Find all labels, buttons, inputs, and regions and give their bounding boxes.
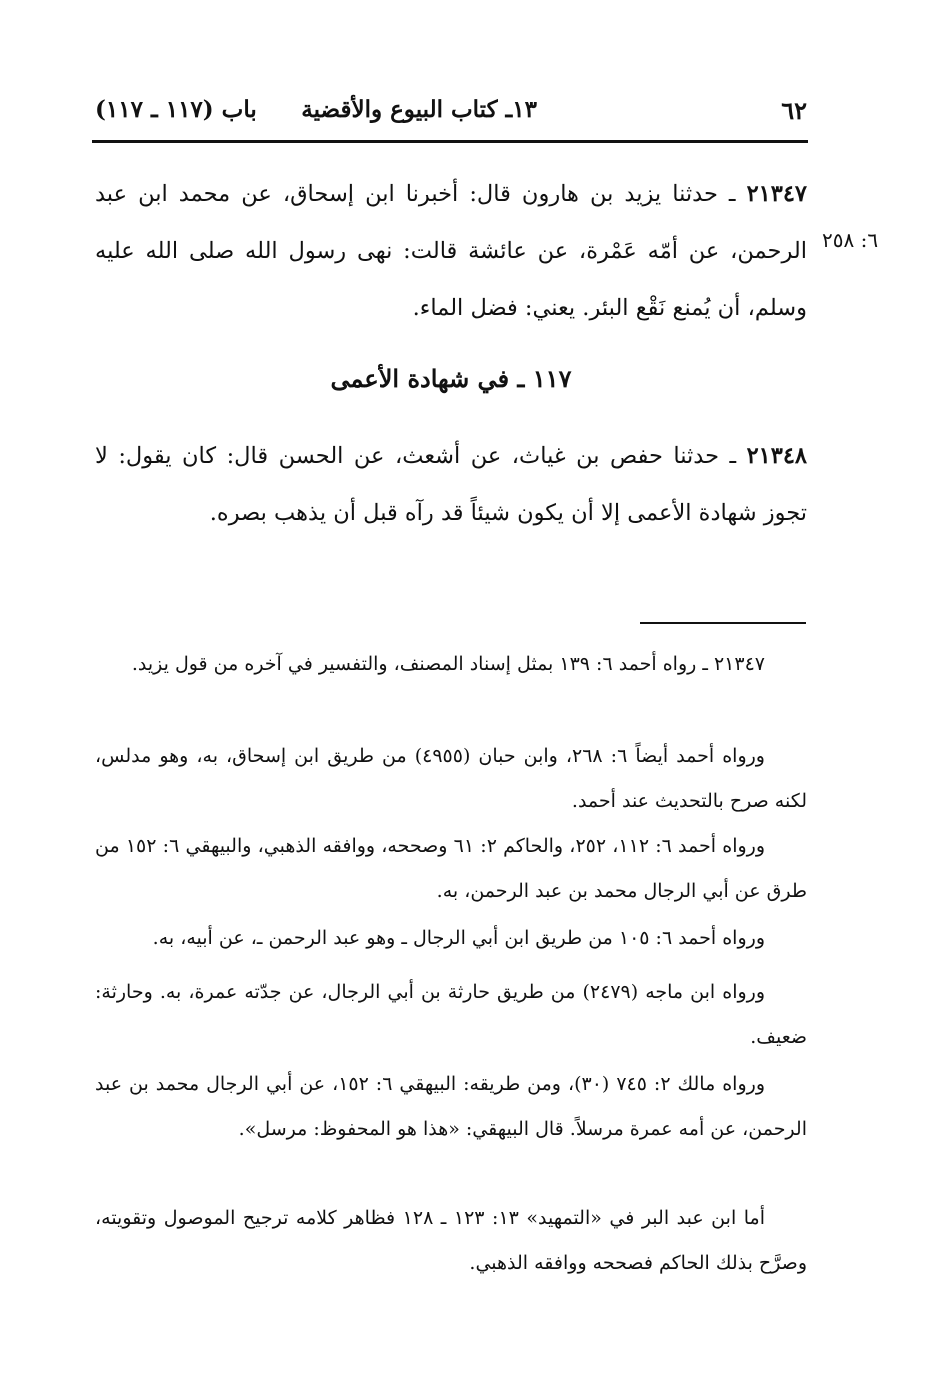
hadith-paragraph — [95, 166, 807, 337]
section-heading: ١١٧ ـ في شهادة الأعمى — [330, 364, 572, 393]
footnote — [95, 970, 807, 1060]
hadith-number: ٢١٣٤٧ — [746, 181, 807, 207]
footnote-text: ورواه مالك ٢: ٧٤٥ (٣٠)، ومن طريقه: البيهقي ٦: ١٥٢، عن أبي الرجال محمد بن عبد الرحمن، عن أمه عمرة مرسلاً. قال البيهقي: «هذا هو المحفوظ: مرسل». — [95, 1073, 807, 1140]
running-header — [95, 92, 807, 132]
footnote-text: ورواه أحمد ٦: ١١٢، ٢٥٢، والحاكم ٢: ٦١ وصححه، ووافقه الذهبي، والبيهقي ٦: ١٥٢ من طرق عن أبي الرجال محمد بن عبد الرحمن، به. — [95, 835, 807, 902]
hadith-text: ـ حدثنا حفص بن غياث، عن أشعث، عن الحسن قال: كان يقول: لا تجوز شهادة الأعمى إلا أن يكون شيئاً قد رآه قبل أن يذهب بصره. — [95, 443, 807, 526]
margin-reference: ٦: ٢٥٨ — [822, 228, 879, 252]
page-number: ٦٢ — [781, 96, 807, 125]
hadith-number: ٢١٣٤٨ — [746, 443, 807, 469]
footnote — [95, 1196, 807, 1286]
footnote — [95, 642, 807, 687]
footnote-text: ورواه أحمد أيضاً ٦: ٢٦٨، وابن حبان (٤٩٥٥) من طريق ابن إسحاق، به، وهو مدلس، لكنه صرح بالتحديث عند أحمد. — [95, 745, 807, 812]
footnote-text: ورواه أحمد ٦: ١٠٥ من طريق ابن أبي الرجال ـ وهو عبد الرحمن ـ، عن أبيه، به. — [152, 927, 765, 949]
hadith-text: ـ حدثنا يزيد بن هارون قال: أخبرنا ابن إسحاق، عن محمد ابن عبد الرحمن، عن أمّه عَمْرة، عن عائشة قالت: نهى رسول الله صلى الله عليه وسلم، أن يُمنع نَقْع البئر. يعني: فضل الماء. — [95, 181, 807, 321]
footnote-text: ورواه ابن ماجه (٢٤٧٩) من طريق حارثة بن أبي الرجال، عن جدّته عمرة، به. وحارثة: ضعيف. — [95, 981, 807, 1048]
book-title: ١٣ـ كتاب البيوع والأقضية — [301, 96, 537, 123]
footnote — [95, 824, 807, 914]
footnote — [95, 916, 807, 961]
header-rule — [92, 140, 808, 143]
hadith-paragraph — [95, 428, 807, 542]
footnote-text: ٢١٣٤٧ ـ رواه أحمد ٦: ١٣٩ بمثل إسناد المصنف، والتفسير في آخره من قول يزيد. — [131, 653, 765, 675]
footnote-separator — [640, 622, 806, 624]
bab-range: باب (١١٧ ـ ١١٧) — [95, 96, 257, 123]
footnote-text: أما ابن عبد البر في «التمهيد» ١٣: ١٢٣ ـ ١٢٨ فظاهر كلامه ترجيح الموصول وتقويته، وصرَّح بذلك الحاكم فصححه ووافقه الذهبي. — [95, 1207, 807, 1274]
footnote — [95, 734, 807, 824]
footnote — [95, 1062, 807, 1152]
